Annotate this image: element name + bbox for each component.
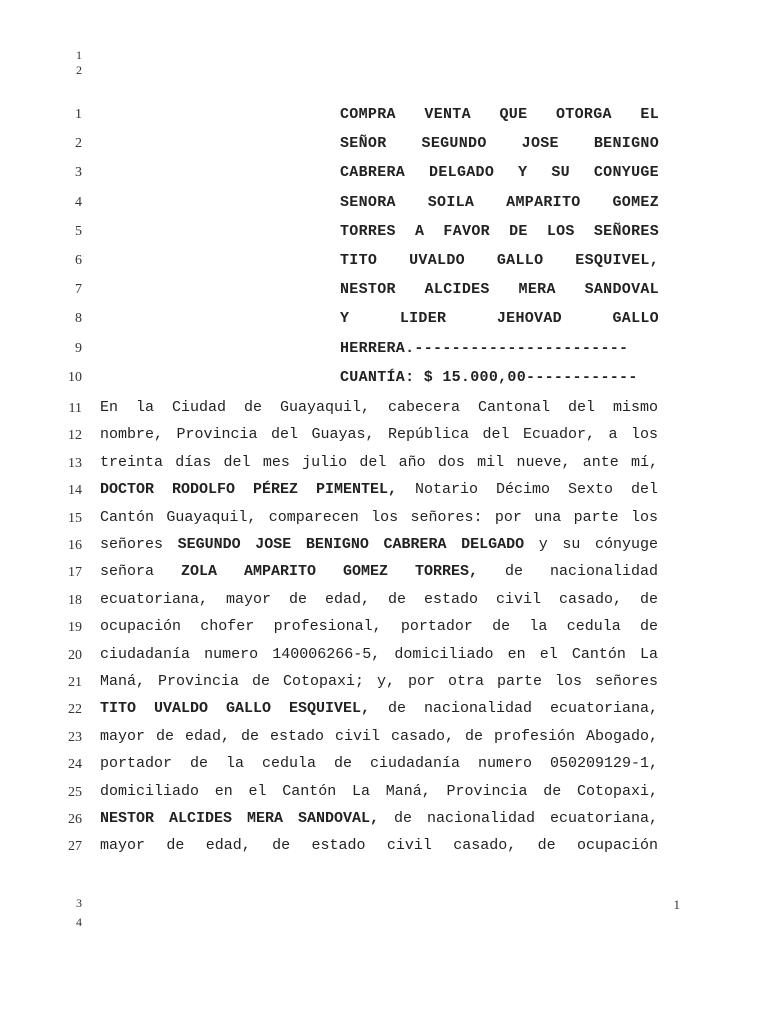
body-text bbox=[100, 728, 658, 745]
body-line bbox=[0, 753, 768, 781]
text-segment: En la Ciudad de Guayaquil, cabecera Cantonal del mismo bbox=[100, 399, 658, 416]
title-line bbox=[0, 367, 768, 396]
text-segment: mayor de edad, de estado civil casado, de ocupación bbox=[100, 837, 658, 855]
title-text: TORRES A FAVOR DE LOS SEÑORES bbox=[340, 222, 659, 240]
body-line bbox=[0, 397, 768, 425]
text-segment: ecuatoriana, mayor de edad, de estado civil casado, de bbox=[100, 590, 658, 608]
body-text bbox=[100, 618, 658, 635]
bold-name: NESTOR ALCIDES MERA SANDOVAL, bbox=[100, 810, 379, 827]
title-text: SEÑOR SEGUNDO JOSE BENIGNO bbox=[340, 135, 659, 153]
line-number: 13 bbox=[68, 455, 82, 471]
title-text: SENORA SOILA AMPARITO GOMEZ bbox=[340, 193, 659, 211]
line-number: 1 bbox=[75, 107, 82, 122]
line-number: 14 bbox=[68, 483, 82, 499]
text-segment: y su cónyuge bbox=[524, 536, 658, 553]
line-number: 10 bbox=[68, 369, 82, 385]
body-line bbox=[0, 644, 768, 672]
text-segment: de nacionalidad bbox=[478, 563, 658, 581]
text-segment: treinta días del mes julio del año dos mil nueve, ante mí, bbox=[100, 453, 658, 471]
text-segment: Notario Décimo Sexto del bbox=[397, 481, 658, 499]
line-number: 19 bbox=[68, 620, 82, 636]
body-text bbox=[100, 399, 658, 416]
body-text bbox=[100, 810, 658, 827]
line-number: 22 bbox=[68, 702, 82, 718]
page-number: 1 bbox=[673, 897, 680, 912]
line-number: 21 bbox=[68, 675, 82, 690]
body-line bbox=[0, 589, 768, 617]
body-line bbox=[0, 781, 768, 809]
title-line bbox=[0, 104, 768, 133]
title-line bbox=[0, 133, 768, 162]
body-text bbox=[100, 591, 658, 608]
footer-line-number: 4 bbox=[76, 915, 82, 929]
line-number: 17 bbox=[68, 565, 82, 581]
body-line bbox=[0, 507, 768, 535]
text-segment: nombre, Provincia del Guayas, República del Ecuador, a los bbox=[100, 426, 658, 444]
line-number: 6 bbox=[75, 253, 82, 268]
text-segment: Cantón Guayaquil, comparecen los señores: por una parte los bbox=[100, 508, 658, 526]
bold-name: DOCTOR RODOLFO PÉREZ PIMENTEL, bbox=[100, 481, 398, 499]
title-line bbox=[0, 308, 768, 337]
line-number: 16 bbox=[68, 538, 82, 553]
line-number: 27 bbox=[68, 839, 82, 855]
text-segment: domiciliado en el Cantón La Maná, Provincia de Cotopaxi, bbox=[100, 782, 658, 800]
body-line bbox=[0, 671, 768, 699]
line-number: 20 bbox=[68, 647, 82, 663]
body-text bbox=[100, 426, 658, 443]
header-line-number: 2 bbox=[76, 63, 82, 77]
line-number: 8 bbox=[75, 311, 82, 327]
body-text bbox=[100, 673, 658, 690]
line-number: 18 bbox=[68, 592, 82, 608]
body-line bbox=[0, 808, 768, 836]
body-text bbox=[100, 509, 658, 526]
line-number: 5 bbox=[75, 223, 82, 239]
body-line bbox=[0, 534, 768, 562]
text-segment: Maná, Provincia de Cotopaxi; y, por otra parte los señores bbox=[100, 673, 658, 690]
body-line bbox=[0, 452, 768, 480]
title-line bbox=[0, 192, 768, 221]
body-line bbox=[0, 616, 768, 644]
body-line bbox=[0, 698, 768, 726]
text-segment: señora bbox=[100, 563, 181, 581]
body-text bbox=[100, 454, 658, 471]
title-text: CUANTÍA: $ 15.000,00------------ bbox=[340, 368, 638, 386]
bold-name: SEGUNDO JOSE BENIGNO CABRERA DELGADO bbox=[177, 536, 525, 553]
text-segment: señores bbox=[100, 536, 178, 553]
text-segment: ciudadanía numero 140006266-5, domiciliado en el Cantón La bbox=[100, 645, 658, 663]
body-text bbox=[100, 700, 658, 717]
body-text bbox=[100, 563, 658, 580]
line-number: 26 bbox=[68, 812, 82, 827]
line-number: 15 bbox=[68, 510, 82, 526]
body-text bbox=[100, 783, 658, 800]
line-number: 24 bbox=[68, 757, 82, 773]
line-number: 2 bbox=[75, 136, 82, 152]
line-number: 25 bbox=[68, 784, 82, 800]
title-text: NESTOR ALCIDES MERA SANDOVAL bbox=[340, 281, 659, 299]
body-line bbox=[0, 479, 768, 507]
text-segment: portador de la cedula de ciudadanía numero 050209129-1, bbox=[100, 755, 658, 773]
text-segment: ocupación chofer profesional, portador de la cedula de bbox=[100, 618, 658, 636]
body-text bbox=[100, 536, 658, 553]
body-text bbox=[100, 755, 658, 772]
title-text: CABRERA DELGADO Y SU CONYUGE bbox=[340, 164, 659, 182]
title-line bbox=[0, 162, 768, 191]
title-line bbox=[0, 279, 768, 308]
body-text bbox=[100, 837, 658, 854]
body-text bbox=[100, 646, 658, 663]
title-text: COMPRA VENTA QUE OTORGA EL bbox=[340, 106, 659, 123]
text-segment: de nacionalidad ecuatoriana, bbox=[379, 810, 658, 827]
body-line bbox=[0, 561, 768, 589]
line-number: 11 bbox=[68, 401, 82, 416]
line-number: 23 bbox=[68, 729, 82, 745]
footer-line-number: 3 bbox=[76, 896, 82, 910]
body-text bbox=[100, 481, 658, 498]
title-line bbox=[0, 338, 768, 367]
line-number: 3 bbox=[75, 165, 82, 181]
line-number: 7 bbox=[75, 282, 82, 298]
bold-name: TITO UVALDO GALLO ESQUIVEL, bbox=[100, 700, 370, 718]
line-number: 12 bbox=[68, 428, 82, 444]
text-segment: de nacionalidad ecuatoriana, bbox=[370, 700, 658, 718]
header-line-number: 1 bbox=[76, 48, 82, 62]
title-line bbox=[0, 250, 768, 279]
title-text: TITO UVALDO GALLO ESQUIVEL, bbox=[340, 252, 659, 269]
title-line bbox=[0, 221, 768, 250]
title-text: Y LIDER JEHOVAD GALLO bbox=[340, 310, 659, 328]
body-line bbox=[0, 424, 768, 452]
title-text: HERRERA.----------------------- bbox=[340, 339, 629, 357]
line-number: 4 bbox=[75, 194, 82, 210]
bold-name: ZOLA AMPARITO GOMEZ TORRES, bbox=[181, 563, 478, 581]
body-line bbox=[0, 835, 768, 863]
text-segment: mayor de edad, de estado civil casado, de profesión Abogado, bbox=[100, 727, 658, 745]
line-number: 9 bbox=[75, 340, 82, 356]
body-line bbox=[0, 726, 768, 754]
